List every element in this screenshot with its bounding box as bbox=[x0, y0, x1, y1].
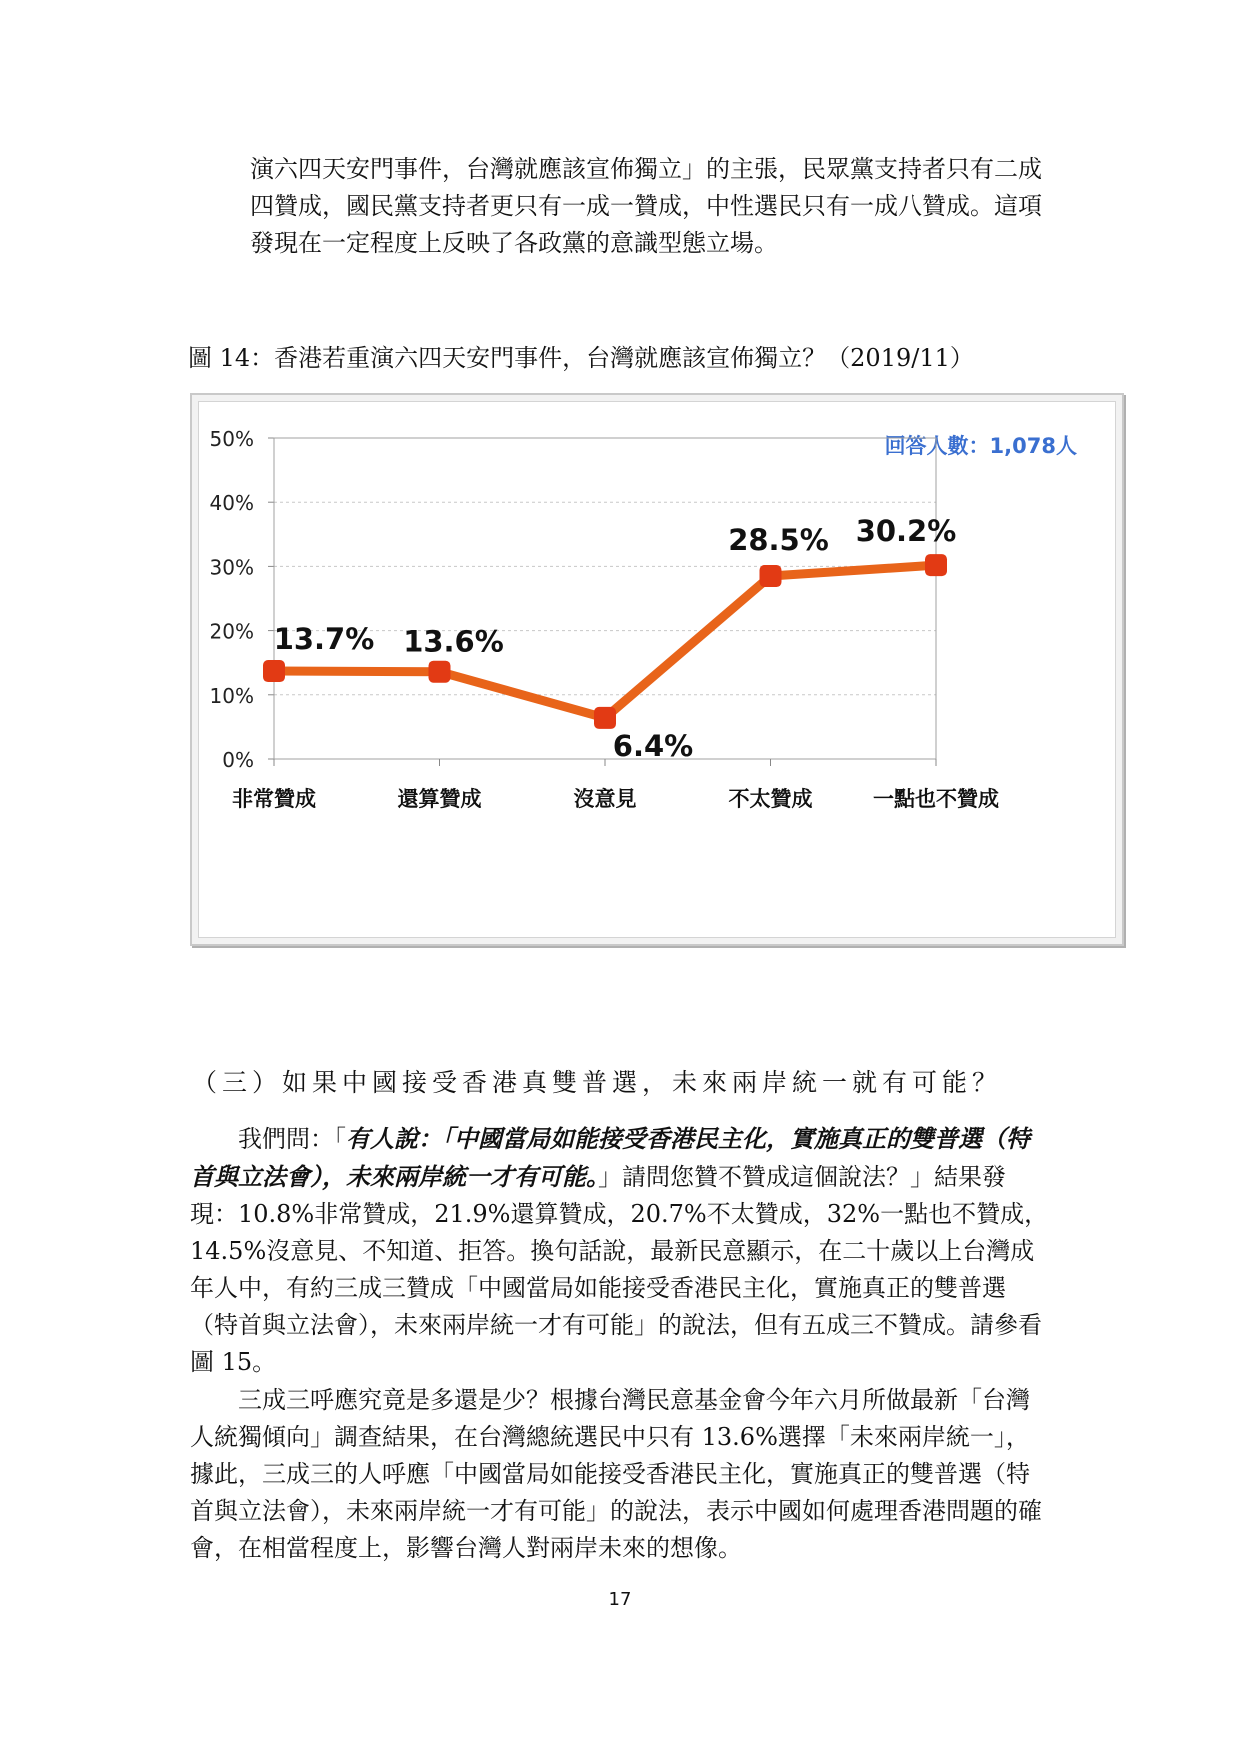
x-tick-label: 沒意見 bbox=[573, 787, 637, 811]
x-tick-label: 非常贊成 bbox=[232, 787, 316, 811]
y-tick-label: 40% bbox=[209, 491, 254, 516]
p1-quote: 有人說：「中國當局如能接受香港民主化，實施真正的雙普選（特首與立法會），未來兩岸統一才有可能。 bbox=[190, 1124, 1030, 1191]
chart-area bbox=[198, 401, 1116, 938]
x-tick-label: 還算贊成 bbox=[397, 787, 482, 811]
figure-caption: 圖 14：香港若重演六四天安門事件，台灣就應該宣佈獨立？（2019/11） bbox=[188, 344, 974, 372]
data-point bbox=[925, 554, 947, 576]
paragraph-1 bbox=[190, 1120, 1050, 1381]
line-chart bbox=[199, 402, 1117, 939]
x-tick-label: 不太贊成 bbox=[728, 787, 813, 811]
y-tick-label: 30% bbox=[209, 555, 254, 580]
data-label: 28.5% bbox=[728, 523, 829, 558]
p1-lead: 我們問：「 bbox=[238, 1125, 346, 1153]
data-label: 30.2% bbox=[855, 514, 957, 549]
paragraph-2: 三成三呼應究竟是多還是少？根據台灣民意基金會今年六月所做最新「台灣人統獨傾向」調查結果，在台灣總統選民中只有 13.6%選擇「未來兩岸統一」，據此，三成三的人呼應「中國當局如能接受香港民主化，實施真正的雙普選（特首與立法會），未來兩岸統一才有可能」的說法，表示中國如何處理香港問題的確會，在相當程度上，影響台灣人對兩岸未來的想像。 bbox=[190, 1386, 1042, 1562]
respondent-count: 回答人數：1,078人 bbox=[884, 434, 1077, 458]
data-point bbox=[594, 707, 616, 729]
intro-paragraph: 演六四天安門事件，台灣就應該宣佈獨立」的主張，民眾黨支持者只有二成四贊成，國民黨支持者更只有一成一贊成，中性選民只有一成八贊成。這項發現在一定程度上反映了各政黨的意識型態立場。 bbox=[250, 155, 1042, 257]
x-tick-label: 一點也不贊成 bbox=[873, 787, 999, 811]
y-tick-label: 0% bbox=[222, 748, 254, 772]
data-point bbox=[429, 661, 451, 683]
p1-rest: 」請問您贊不贊成這個說法？」結果發現：10.8%非常贊成，21.9%還算贊成，20.7%不太贊成，32%一點也不贊成，14.5%沒意見、不知道、拒答。換句話說，最新民意顯示，在二十歲以上台灣成年人中，有約三成三贊成「中國當局如能接受香港民主化，實施真正的雙普選（特首與立法會），未來兩岸統一才有可能」的說法，但有五成三不贊成。請參看圖 15。 bbox=[190, 1163, 1049, 1376]
y-tick-label: 20% bbox=[209, 619, 254, 644]
data-label: 13.7% bbox=[273, 622, 375, 657]
y-tick-label: 10% bbox=[209, 683, 254, 708]
data-point bbox=[263, 660, 285, 682]
chart-frame bbox=[190, 393, 1124, 946]
data-point bbox=[760, 565, 782, 587]
y-tick-label: 50% bbox=[209, 427, 254, 451]
section-title: （三）如果中國接受香港真雙普選，未來兩岸統一就有可能？ bbox=[192, 1068, 1003, 1097]
data-label: 6.4% bbox=[612, 728, 694, 763]
page-number: 17 bbox=[608, 1589, 632, 1610]
data-label: 13.6% bbox=[403, 624, 504, 659]
